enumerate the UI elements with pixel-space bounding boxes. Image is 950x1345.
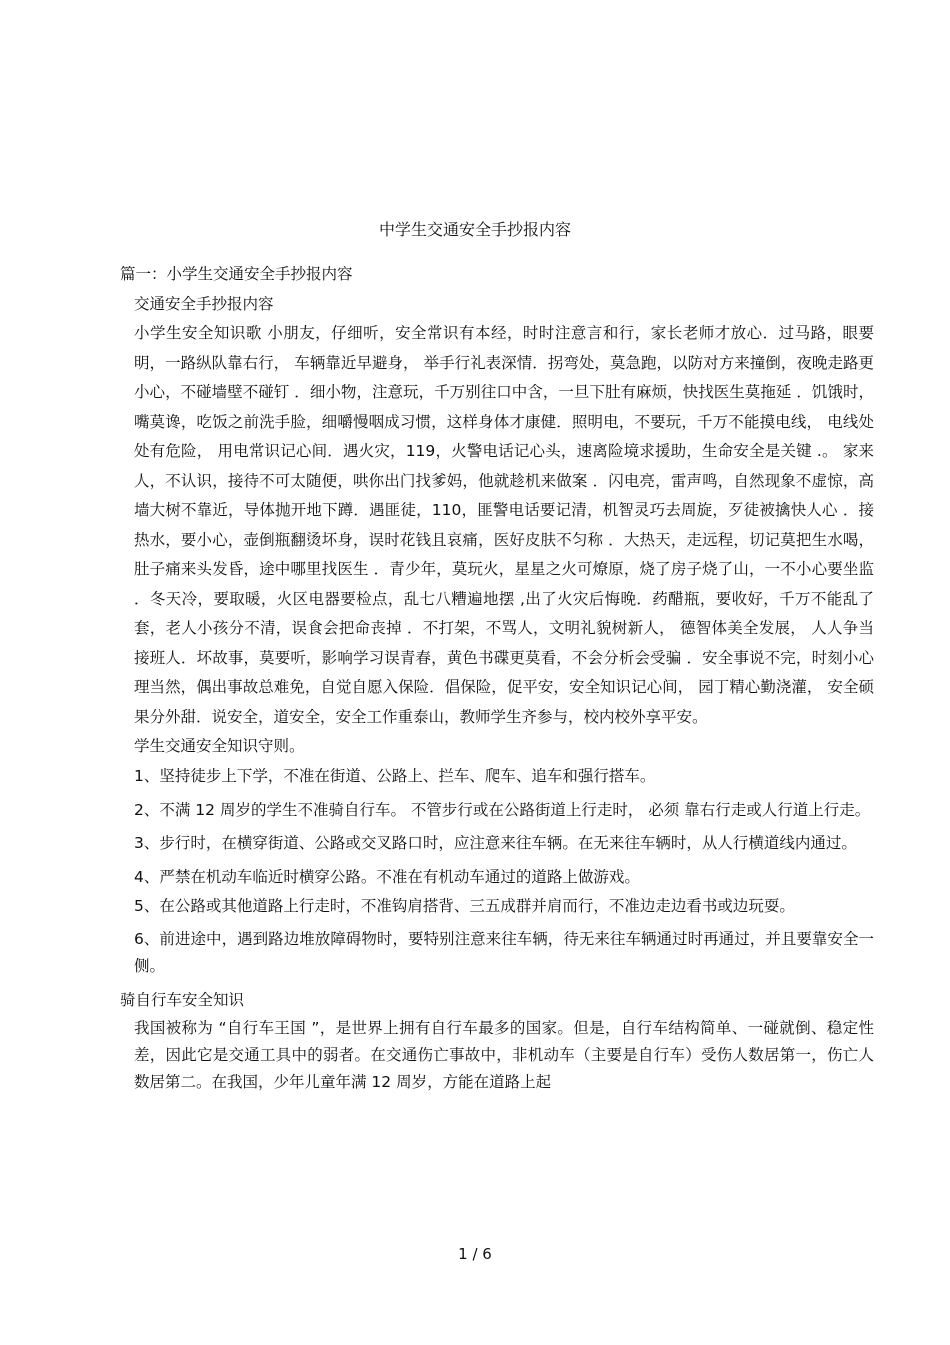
rules-heading: 学生交通安全知识守则。 bbox=[134, 737, 305, 755]
rule-item: 6、前进途中，遇到路边堆放障碍物时，要特别注意来往车辆，待无来往车辆通过时再通过，并且要靠安全一侧。 bbox=[134, 929, 874, 975]
document-body bbox=[84, 260, 874, 1096]
rule-item: 1、坚持徒步上下学，不准在街道、公路上、拦车、爬车、追车和强行搭车。 bbox=[134, 766, 656, 785]
bike-heading: 骑自行车安全知识 bbox=[120, 990, 245, 1009]
page-number: 1 / 6 bbox=[458, 1245, 492, 1263]
document-title: 中学生交通安全手抄报内容 bbox=[378, 220, 571, 239]
rule-item: 5、在公路或其他道路上行走时，不准钩肩搭背、三五成群并肩而行，不准边走边看书或边玩耍。 bbox=[134, 896, 795, 915]
subheading: 交通安全手抄报内容 bbox=[134, 294, 274, 313]
song-paragraph: 小学生安全知识歌 小朋友，仔细听，安全常识有本经，时时注意言和行，家长老师才放心．过马路，眼要明，一路纵队靠右行， 车辆靠近早避身， 举手行礼表深情．拐弯处，莫急跑，以防对方来撞倒，夜晚走路更小心，不碰墙壁不碰钉 ．细小物，注意玩，千万别往口中含，一旦下肚有麻烦，快找医生莫拖延 ．饥饿时，嘴莫谗，吃饭之前洗手脸，细嚼慢咽成习惯，这样身体才康健．照明电，不要玩，千万不能摸电线， 电线处处有危险， 用电常识记心间．遇火灾，119，火警电话记心头，速离险境求援助，生命安全是关键 .。 家来人，不认识，接待不可太随便，哄你出门找爹妈，他就趁机来做案 ．闪电亮，雷声鸣，自然现象不虚惊，高墙大树不靠近，导体抛开地下蹲．遇匪徒，110，匪警电话要记清，机智灵巧去周旋，歹徒被擒快人心 ．接热水，要小心，壶倒瓶翻烫坏身，误时花钱且哀痛，医好皮肤不匀称 ．大热天，走远程，切记莫把生水喝，肚子痛来头发昏，途中哪里找医生 ．青少年，莫玩火，星星之火可燎原，烧了房子烧了山，一不小心要坐监 ．冬天冷，要取暖，火区电器要检点，乱七八糟遍地摆 ,出了火灾后悔晚．药醋瓶，要收好，千万不能乱了套，老人小孩分不清，误食会把命丧掉 ．不打架，不骂人，文明礼貌树新人， 德智体美全发展， 人人争当接班人．坏故事，莫要听，影响学习误青春，黄色书碟更莫看，不会分析会受骗 ．安全事说不完，时刻小心理当然，偶出事故总难免，自觉自愿入保险．倡保险，促平安，安全知识记心间， 园丁精心勤浇灌， 安全硕果分外甜．说安全，道安全，安全工作重泰山，教师学生齐参与，校内校外享平安。 bbox=[134, 324, 874, 726]
bike-paragraph: 我国被称为 “自行车王国 ”，是世界上拥有自行车最多的国家。但是，自行车结构简单、一碰就倒、稳定性差，因此它是交通工具中的弱者。在交通伤亡事故中，非机动车（主要是自行车）受伤人数居第一，伤亡人数居第二。在我国，少年儿童年满 12 周岁，方能在道路上起 bbox=[134, 1019, 874, 1091]
rule-item: 2、不满 12 周岁的学生不准骑自行车。 不管步行或在公路街道上行走时， 必须 靠右行走或人行道上行走。 bbox=[134, 801, 871, 819]
section-heading: 篇一：小学生交通安全手抄报内容 bbox=[120, 265, 353, 283]
rule-item: 4、严禁在机动车临近时横穿公路。不准在有机动车通过的道路上做游戏。 bbox=[134, 868, 640, 886]
rule-item: 3、步行时，在横穿街道、公路或交叉路口时，应注意来往车辆。在无来往车辆时，从人行横道线内通过。 bbox=[134, 834, 857, 852]
